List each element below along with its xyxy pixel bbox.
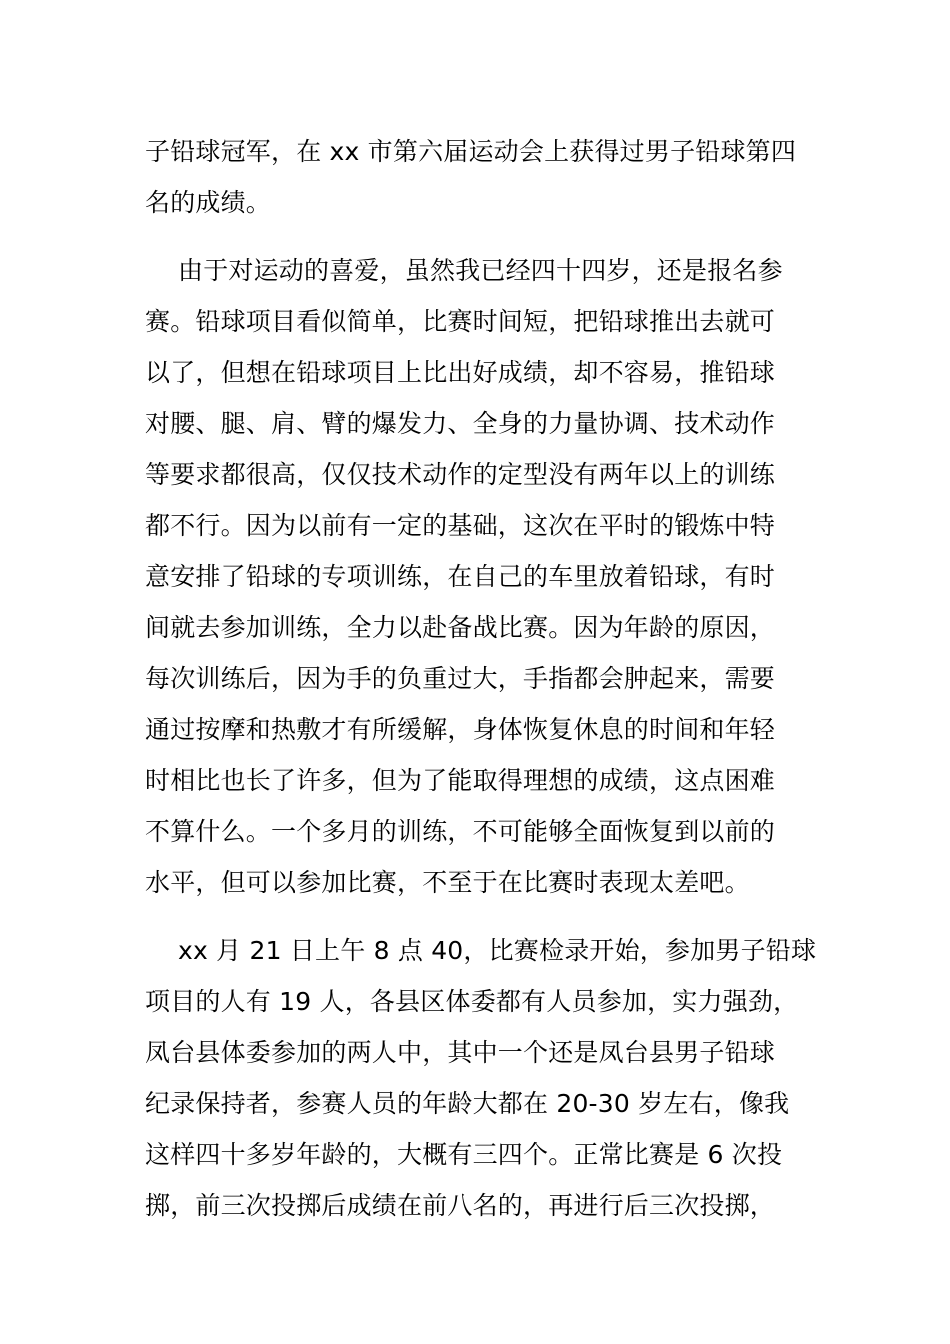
document-body [145,126,817,1231]
paragraph-gap [145,908,805,925]
text-line: 赛。铅球项目看似简单，比赛时间短，把铅球推出去就可 [145,307,776,336]
text-line: 项目的人有 19 人，各县区体委都有人员参加，实力强劲， [145,987,799,1016]
paragraph-competition [145,925,817,1231]
text-line: 名的成绩。 [145,188,272,217]
text-line: 时相比也长了许多，但为了能取得理想的成绩，这点困难 [145,766,776,795]
text-line: 对腰、腿、肩、臂的爆发力、全身的力量协调、技术动作 [145,409,776,438]
text-line: 都不行。因为以前有一定的基础，这次在平时的锻炼中特 [145,511,776,540]
text-line: xx 月 21 日上午 8 点 40，比赛检录开始，参加男子铅球 [178,936,817,965]
paragraph-gap [145,228,805,245]
text-line: 间就去参加训练，全力以赴备战比赛。因为年龄的原因， [145,613,776,642]
text-line: 子铅球冠军，在 xx 市第六届运动会上获得过男子铅球第四 [145,137,797,166]
text-line: 通过按摩和热敷才有所缓解，身体恢复休息的时间和年轻 [145,715,776,744]
text-line: 这样四十多岁年龄的，大概有三四个。正常比赛是 6 次投 [145,1140,783,1169]
text-line: 凤台县体委参加的两人中，其中一个还是凤台县男子铅球 [145,1038,776,1067]
text-line: 由于对运动的喜爱，虽然我已经四十四岁，还是报名参 [178,256,783,285]
text-line: 每次训练后，因为手的负重过大，手指都会肿起来，需要 [145,664,776,693]
paragraph-training [145,245,805,908]
text-line: 意安排了铅球的专项训练，在自己的车里放着铅球，有时 [145,562,776,591]
text-line: 以了，但想在铅球项目上比出好成绩，却不容易，推铅球 [145,358,776,387]
text-line: 等要求都很高，仅仅技术动作的定型没有两年以上的训练 [145,460,776,489]
text-line: 水平，但可以参加比赛，不至于在比赛时表现太差吧。 [145,868,750,897]
paragraph-continuation [145,126,805,228]
text-line: 纪录保持者，参赛人员的年龄大都在 20-30 岁左右，像我 [145,1089,790,1118]
text-line: 掷，前三次投掷后成绩在前八名的，再进行后三次投掷， [145,1191,776,1220]
text-line: 不算什么。一个多月的训练，不可能够全面恢复到以前的 [145,817,776,846]
